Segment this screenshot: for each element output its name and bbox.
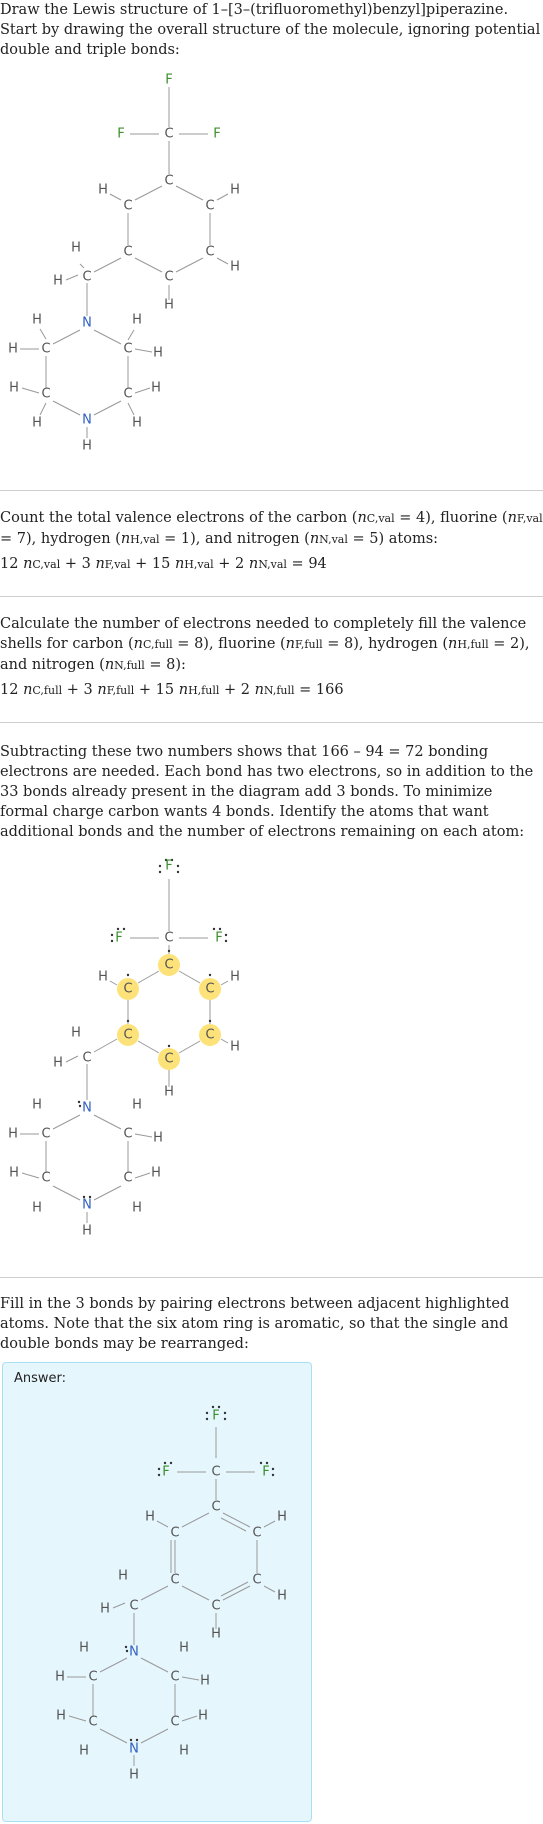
atom-h: H: [9, 1165, 19, 1181]
atom-h: H: [32, 1097, 42, 1113]
atom-c: C: [88, 1669, 98, 1685]
atom-c: C: [170, 1714, 180, 1730]
bonding-text: Subtracting these two numbers shows that 166 – 94 = 72 bonding electrons are needed. Each bond has two electrons, so in addition to the 33 bonds already present in the diagram add 3 bonds. To minimize formal charge carbon wants 4 bonds. Identify the atoms that want additional bonds and the number of electrons remaining on each atom:: [0, 744, 534, 840]
atom-h: H: [230, 182, 240, 198]
atom-f: F: [213, 126, 221, 142]
atom-h: H: [132, 415, 142, 431]
atom-h: H: [179, 1640, 189, 1656]
atom-n: N: [82, 1100, 92, 1116]
atom-n: N: [82, 412, 92, 428]
atom-c: C: [123, 1170, 133, 1186]
intro-text: Draw the Lewis structure of 1–[3–(trifluoromethyl)benzyl]piperazine. Start by drawing the overall structure of the molecule, ignoring potential double and triple bonds:: [0, 2, 541, 58]
atom-h: H: [200, 1673, 210, 1689]
atom-h: H: [8, 341, 18, 357]
molecule-skeleton-diagram: [0, 0, 543, 470]
valence-count-text: Count the total valence electrons of the carbon (nC,val = 4), fluorine (nF,val = 7), hydrogen (nH,val = 1), and nitrogen (nN,val = 5) atoms:: [0, 510, 543, 547]
atom-c: C: [252, 1525, 262, 1541]
atom-n: N: [82, 1197, 92, 1213]
atom-f: F: [115, 930, 123, 946]
atom-c: C: [205, 198, 215, 214]
full-shell-equation: 12 nC,full + 3 nF,full + 15 nH,full + 2 nN,full = 166: [0, 682, 344, 698]
atom-c: C: [205, 244, 215, 260]
answer-label: Answer:: [14, 1371, 67, 1386]
atom-c: C: [170, 1669, 180, 1685]
atom-h: H: [71, 1025, 81, 1041]
atom-h: H: [230, 969, 240, 985]
atom-c: C: [129, 1598, 139, 1614]
atom-h: H: [151, 1165, 161, 1181]
atom-c: C: [123, 198, 133, 214]
atom-h: H: [8, 1126, 18, 1142]
atom-c: C: [205, 1027, 215, 1043]
atom-c: C: [82, 1050, 92, 1066]
atom-c: C: [41, 341, 51, 357]
atom-c: C: [164, 269, 174, 285]
atom-n: N: [82, 315, 92, 331]
atom-h: H: [118, 1568, 128, 1584]
atom-c: C: [41, 386, 51, 402]
atom-h: H: [53, 273, 63, 289]
atom-h: H: [71, 240, 81, 256]
atom-h: H: [56, 1708, 66, 1724]
atom-h: H: [132, 1097, 142, 1113]
atom-f: F: [165, 858, 173, 874]
full-shell-text: Calculate the number of electrons needed to completely fill the valence shells for carbon (nC,full = 8), fluorine (nF,full = 8), hydrogen (nH,full = 2), and nitrogen (nN,full = 8):: [0, 616, 530, 673]
atom-c: C: [123, 386, 133, 402]
atom-h: H: [9, 380, 19, 396]
atom-c: C: [123, 1126, 133, 1142]
atom-h: H: [230, 1039, 240, 1055]
atom-c: C: [88, 1714, 98, 1730]
atom-c: C: [211, 1499, 221, 1515]
atom-h: H: [198, 1708, 208, 1724]
atom-c: C: [170, 1525, 180, 1541]
atom-c: C: [41, 1126, 51, 1142]
atom-f: F: [262, 1464, 270, 1480]
atom-f: F: [212, 1408, 220, 1424]
atom-h: H: [100, 1601, 110, 1617]
section-divider: [0, 722, 543, 723]
valence-equation: 12 nC,val + 3 nF,val + 15 nH,val + 2 nN,val = 94: [0, 556, 327, 572]
atom-h: H: [277, 1588, 287, 1604]
answer-box: [2, 1362, 312, 1822]
atom-c: C: [123, 341, 133, 357]
atom-n: N: [129, 1741, 139, 1757]
atom-c: C: [123, 244, 133, 260]
atom-c: C: [123, 981, 133, 997]
atom-c: C: [170, 1572, 180, 1588]
atom-h: H: [179, 1743, 189, 1759]
atom-h: H: [129, 1767, 139, 1783]
atom-h: H: [132, 1200, 142, 1216]
atom-f: F: [117, 126, 125, 142]
atom-h: H: [32, 312, 42, 328]
atom-h: H: [55, 1669, 65, 1685]
atom-h: H: [164, 1084, 174, 1100]
atom-h: H: [145, 1509, 155, 1525]
atom-c: C: [164, 126, 174, 142]
atom-c: C: [41, 1170, 51, 1186]
atom-c: C: [252, 1572, 262, 1588]
atom-h: H: [151, 380, 161, 396]
atom-f: F: [162, 1464, 170, 1480]
atom-h: H: [277, 1509, 287, 1525]
atom-h: H: [230, 259, 240, 275]
atom-c: C: [164, 173, 174, 189]
atom-h: H: [82, 1223, 92, 1239]
molecule-highlight-diagram: [0, 850, 543, 1270]
atom-h: H: [153, 345, 163, 361]
atom-h: H: [79, 1743, 89, 1759]
atom-h: H: [82, 438, 92, 454]
fill-bonds-text: Fill in the 3 bonds by pairing electrons between adjacent highlighted atoms. Note that the six atom ring is aromatic, so that the single and double bonds may be rearranged:: [0, 1296, 510, 1352]
atom-h: H: [79, 1640, 89, 1656]
section-divider: [0, 596, 543, 597]
molecule-answer-diagram: [3, 1363, 311, 1821]
atom-h: H: [32, 415, 42, 431]
atom-c: C: [82, 269, 92, 285]
atom-h: H: [32, 1200, 42, 1216]
section-divider: [0, 490, 543, 491]
atom-f: F: [215, 930, 223, 946]
atom-f: F: [165, 72, 173, 88]
atom-n: N: [129, 1644, 139, 1660]
atom-h: H: [53, 1055, 63, 1071]
atom-c: C: [123, 1027, 133, 1043]
atom-h: H: [98, 969, 108, 985]
atom-c: C: [211, 1464, 221, 1480]
atom-c: C: [164, 1051, 174, 1067]
atom-h: H: [98, 182, 108, 198]
atom-h: H: [164, 297, 174, 313]
atom-c: C: [211, 1598, 221, 1614]
atom-c: C: [164, 957, 174, 973]
skeleton-atom-labels: [8, 73, 240, 454]
atom-h: H: [153, 1130, 163, 1146]
atom-h: H: [132, 312, 142, 328]
atom-h: H: [211, 1626, 221, 1642]
atom-c: C: [205, 981, 215, 997]
section-divider: [0, 1277, 543, 1278]
atom-c: C: [164, 930, 174, 946]
